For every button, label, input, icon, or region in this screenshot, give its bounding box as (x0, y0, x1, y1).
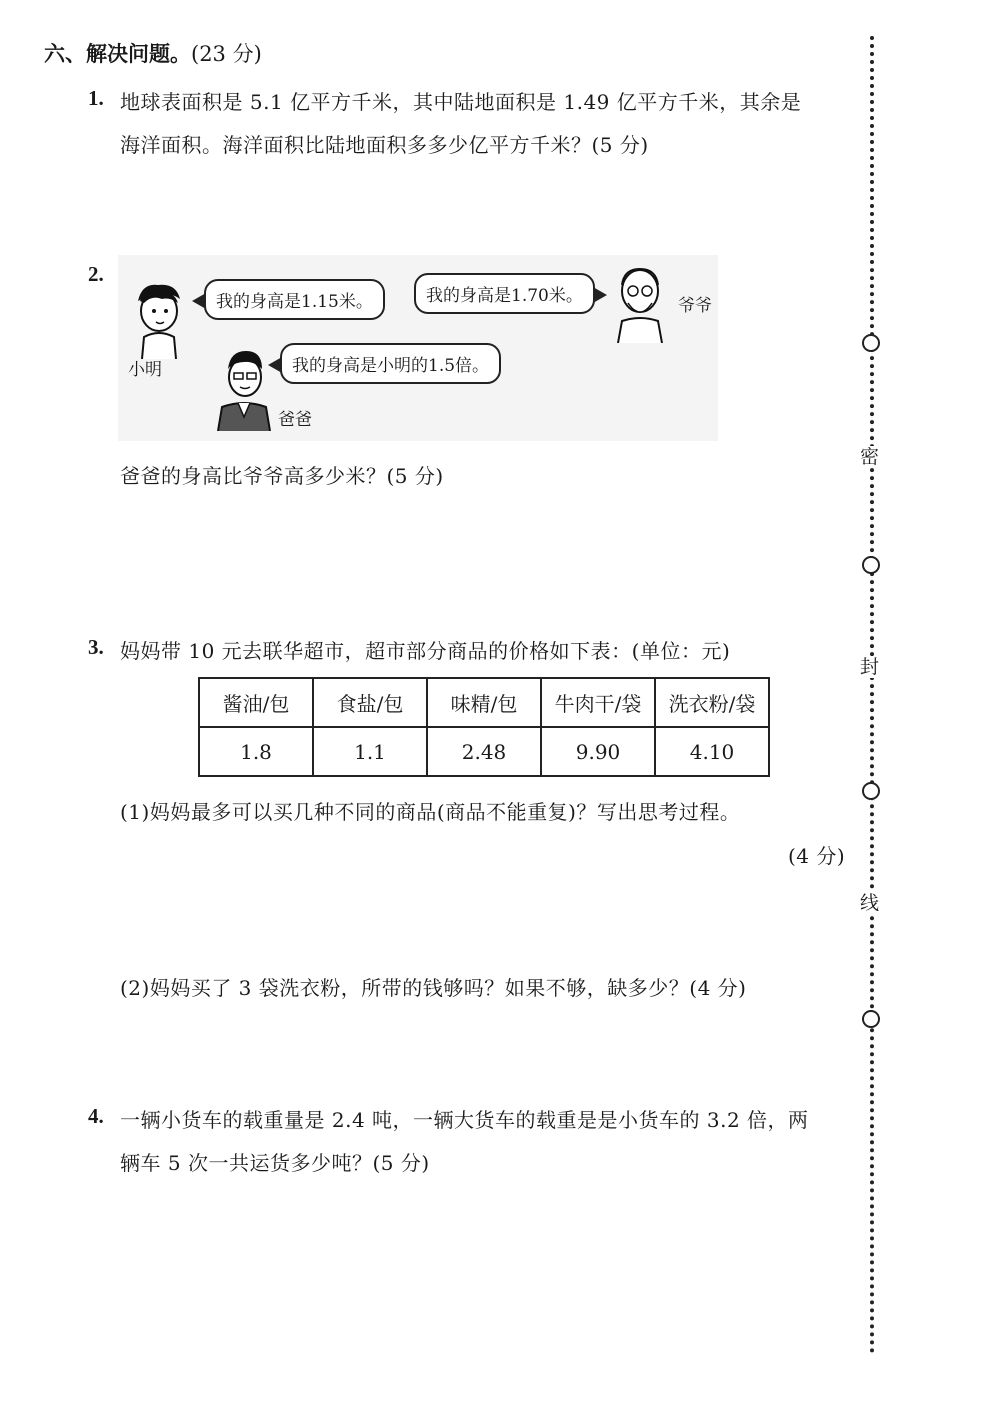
q3-number: 3. (88, 635, 104, 659)
grandpa-name: 爷爷 (678, 296, 712, 316)
table-header-cell: 食盐/包 (313, 678, 427, 727)
price-table-value-row (199, 727, 769, 776)
section-heading (44, 38, 262, 68)
price-table (198, 677, 770, 777)
q2-question: 爸爸的身高比爷爷高多少米？(5 分) (120, 464, 444, 488)
binding-hole (862, 1010, 880, 1028)
dad-speech-bubble (280, 343, 501, 384)
binding-hole (862, 782, 880, 800)
q1-line2: 海洋面积。海洋面积比陆地面积多多少亿平方千米？(5 分) (120, 133, 649, 157)
dad-name: 爸爸 (278, 410, 312, 430)
q4-line1: 一辆小货车的载重量是 2.4 吨，一辆大货车的载重是是小货车的 3.2 倍，两 (120, 1108, 809, 1132)
binding-hole (862, 334, 880, 352)
seal-dotted-line (870, 36, 874, 1354)
xiaoming-figure (124, 279, 188, 359)
table-header-cell: 味精/包 (427, 678, 541, 727)
q4-line2: 辆车 5 次一共运货多少吨？(5 分) (120, 1151, 430, 1175)
q3-sub1: (1)妈妈最多可以买几种不同的商品(商品不能重复)？写出思考过程。 (120, 800, 741, 824)
q2-number: 2. (88, 262, 104, 286)
q2-illustration (118, 255, 718, 441)
dad-speech: 我的身高是小明的1.5倍。 (292, 356, 490, 376)
table-header-cell: 牛肉干/袋 (541, 678, 655, 727)
price-table-header-row (199, 678, 769, 727)
grandpa-speech-bubble (414, 273, 595, 314)
xiaoming-speech: 我的身高是1.15米。 (216, 292, 373, 312)
seal-char-xian: 线 (860, 892, 880, 914)
table-value-cell: 4.10 (655, 727, 769, 776)
dad-figure (214, 347, 274, 431)
q3-sub2: (2)妈妈买了 3 袋洗衣粉，所带的钱够吗？如果不够，缺多少？(4 分) (120, 976, 747, 1000)
table-header-cell: 酱油/包 (199, 678, 313, 727)
section-title: 六、解决问题。 (44, 42, 191, 66)
q4-number: 4. (88, 1104, 104, 1128)
seal-char-feng: 封 (860, 656, 880, 678)
grandpa-speech: 我的身高是1.70米。 (426, 286, 583, 306)
table-header-cell: 洗衣粉/袋 (655, 678, 769, 727)
xiaoming-speech-bubble (204, 279, 385, 320)
seal-char-mi: 密 (860, 446, 880, 468)
binding-hole (862, 556, 880, 574)
q3-intro: 妈妈带 10 元去联华超市，超市部分商品的价格如下表：(单位：元) (120, 639, 731, 663)
table-value-cell: 9.90 (541, 727, 655, 776)
xiaoming-name: 小明 (128, 360, 162, 380)
section-score: (23 分) (191, 42, 262, 66)
table-value-cell: 2.48 (427, 727, 541, 776)
q3-sub1-score: (4 分) (788, 844, 846, 868)
table-value-cell: 1.8 (199, 727, 313, 776)
grandpa-figure (608, 263, 672, 343)
q1-line1: 地球表面积是 5.1 亿平方千米，其中陆地面积是 1.49 亿平方千米，其余是 (120, 90, 802, 114)
table-value-cell: 1.1 (313, 727, 427, 776)
q1-number: 1. (88, 86, 104, 110)
